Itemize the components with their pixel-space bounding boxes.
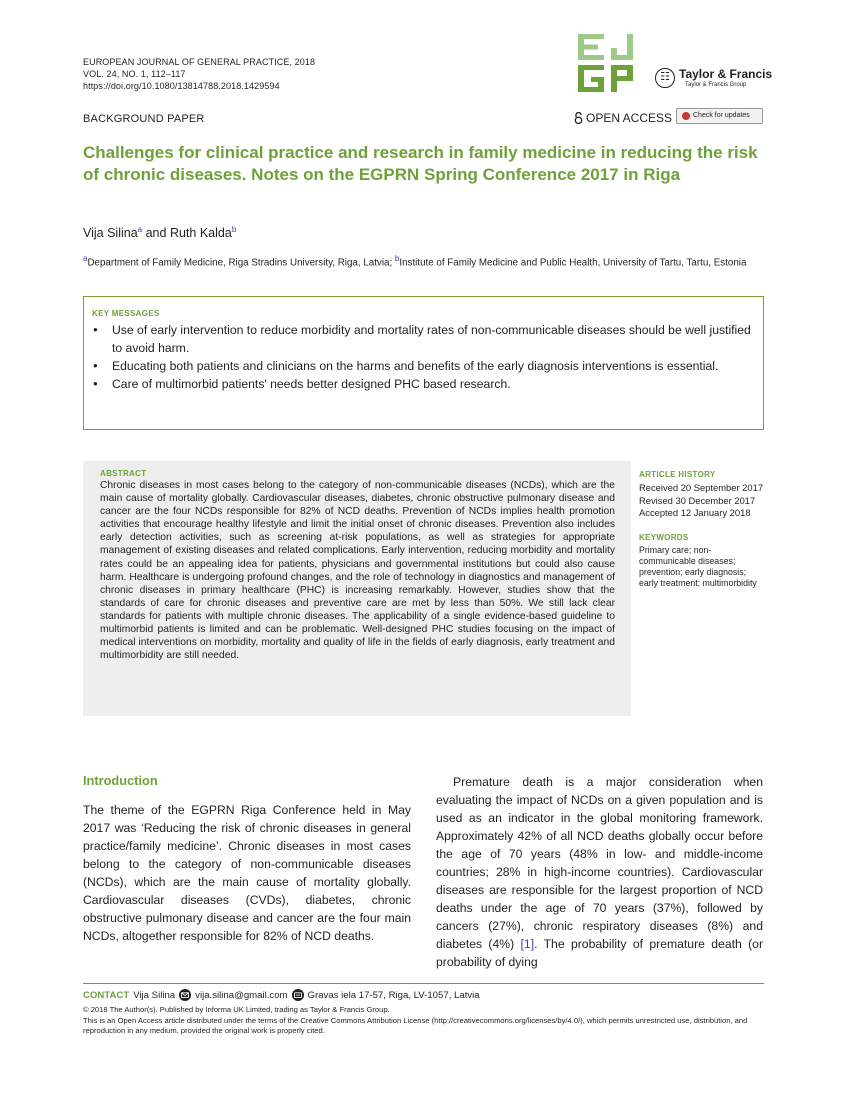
article-title: Challenges for clinical practice and research in family medicine in reducing the risk of chronic diseases. Notes on the EGPRN Spring Conference 2017 in Riga xyxy=(83,143,758,184)
key-messages-box xyxy=(83,296,764,430)
abstract-title: ABSTRACT xyxy=(100,469,147,478)
author-name: Vija Silina xyxy=(83,226,138,241)
check-for-updates-button[interactable] xyxy=(676,108,763,124)
affiliation-text: Institute of Family Medicine and Public Health, University of Tartu, Tartu, Estonia xyxy=(399,257,747,269)
author-affiliation-marker[interactable]: a xyxy=(137,225,143,234)
key-message-item: ● Use of early intervention to reduce morbidity and mortality rates of non-communicable diseases should be well justified to avoid harm. xyxy=(92,321,752,357)
accepted-date: Accepted 12 January 2018 xyxy=(639,507,751,518)
key-message-item: ● Care of multimorbid patients' needs better designed PHC based research. xyxy=(92,375,752,393)
contact-email[interactable]: vija.silina@gmail.com xyxy=(195,989,288,1001)
contact-label: CONTACT xyxy=(83,989,130,1001)
contact-line xyxy=(83,989,480,1001)
affiliation-text: Department of Family Medicine, Riga Stradins University, Riga, Latvia; xyxy=(87,257,393,269)
copyright-notice xyxy=(83,1005,764,1037)
author-affiliation-marker[interactable]: b xyxy=(231,225,237,234)
key-message-item: ● Educating both patients and clinicians on the harms and benefits of the early diagnosis interventions is essential. xyxy=(92,357,752,375)
abstract-text: Chronic diseases in most cases belong to the category of non-communicable diseases (NCDs), which are the main cause of mortality globally. Cardiovascular diseases, diabetes, chronic obstructive pulmonary disease and cancer are the four NCDs responsible for 82% of NCD deaths. Prevention of NCDs implies health promotion activities that encourage healthy lifestyle and limit the initial onset of chronic diseases. Prevention also includes early detection activities, such as screening at-risk populations, as well as strategies for appropriate management of existing diseases and related complications. Early intervention, reducing morbidity and mortality rates could be an appealing idea for patients, physicians and governmental institutions but could also cause harm. Healthcare is undergoing profound changes, and the role of technology in diagnostics and management of chronic diseases in primary healthcare (PHC) is increasing remarkably. However, studies show that the standards of care for chronic diseases and preventive care are met by less than 50%. We still lack clear standards for patients with multiple chronic diseases. The applicability of a single evidence-based guideline to multimorbid patients is limited and can be problematic. Well-designed PHC studies focusing on the impact of medical interventions on morbidity, mortality and quality of life in the fields of early diagnosis, early treatment and multimorbidity are still needed. xyxy=(100,480,615,662)
author-name: Ruth Kalda xyxy=(169,226,232,241)
publisher-name: Taylor & Francis xyxy=(679,67,773,81)
introduction-column-right xyxy=(436,773,763,971)
key-messages-title: KEY MESSAGES xyxy=(92,309,160,318)
journal-doi[interactable]: https://doi.org/10.1080/13814788.2018.1429594 xyxy=(83,81,280,91)
open-access-badge xyxy=(574,111,672,125)
publisher-emblem-icon: ☷ xyxy=(655,68,675,88)
affiliation-marker: b xyxy=(394,254,400,263)
affiliations xyxy=(83,252,763,269)
intro-right-text-continued: . The probability of premature death (or probability of dying xyxy=(436,937,764,969)
email-icon xyxy=(179,989,191,1001)
article-history xyxy=(639,469,769,520)
paper-type: BACKGROUND PAPER xyxy=(83,113,205,125)
keywords-title: KEYWORDS xyxy=(639,533,689,542)
abstract-box xyxy=(83,461,631,716)
introduction-heading: Introduction xyxy=(83,773,158,788)
publisher-group: Taylor & Francis Group xyxy=(685,82,747,88)
journal-volume: VOL. 24, NO. 1, 112–117 xyxy=(83,69,186,79)
ejgp-logo-letters xyxy=(578,34,633,60)
received-date: Received 20 September 2017 xyxy=(639,482,764,493)
publisher-logo xyxy=(655,66,773,92)
ejgp-logo xyxy=(577,33,641,93)
author-list xyxy=(83,225,236,240)
revised-date: Revised 30 December 2017 xyxy=(639,494,756,506)
address-icon xyxy=(292,989,304,1001)
journal-meta xyxy=(83,56,315,92)
crossmark-icon xyxy=(682,112,690,120)
copyright-line: © 2018 The Author(s). Published by Informa UK Limited, trading as Taylor & Francis Group. xyxy=(83,1005,390,1014)
check-for-updates-label: Check for updates xyxy=(693,112,750,119)
open-access-label: OPEN ACCESS xyxy=(586,111,673,125)
contact-name: Vija Silina xyxy=(133,989,176,1001)
key-messages-list xyxy=(92,321,752,393)
contact-address: Gravas iela 17-57, Riga, LV-1057, Latvia xyxy=(307,989,480,1001)
citation-link[interactable]: [1] xyxy=(520,937,535,951)
introduction-column-left: The theme of the EGPRN Riga Conference held in May 2017 was ‘Reducing the risk of chronic diseases in general practice/family medicine’. Chronic diseases in most cases belong to the category of non-communicable diseases (NCDs), which are the main cause of mortality globally. Cardiovascular diseases (CVDs), diabetes, chronic obstructive pulmonary disease and cancer are the four main NCDs, altogether responsible for 82% of NCD deaths. xyxy=(83,803,411,943)
license-statement: This is an Open Access article distributed under the terms of the Creative Commons Attribution License (http://creativecommons.org/licenses/by/4.0/), which permits unrestricted use, distribution, and reproduction in any medium, provided the original work is properly cited. xyxy=(83,1015,748,1035)
intro-right-text: Premature death is a major consideration when evaluating the impact of NCDs on a given population and is used as an indicator in the global monitoring framework. Approximately 42% of all NCD deaths globally occur before the age of 70 years (48% in low- and middle-income countries; 28% in high-income countries). Cardiovascular diseases are responsible for the largest proportion of NCD deaths under the age of 70 years (37%), followed by cancers (27%), chronic respiratory diseases (8%) and diabetes (4%) xyxy=(436,775,763,951)
footer-divider xyxy=(83,983,764,984)
article-history-title: ARTICLE HISTORY xyxy=(639,470,716,479)
journal-name: EUROPEAN JOURNAL OF GENERAL PRACTICE, 2018 xyxy=(83,57,316,67)
keywords-text: Primary care; non-communicable diseases; prevention; early diagnosis; early treatment; multimorbidity xyxy=(639,545,757,588)
open-lock-icon xyxy=(574,112,583,124)
keywords xyxy=(639,532,763,589)
affiliation-marker: a xyxy=(83,254,88,263)
author-conjunction: and xyxy=(145,226,167,241)
